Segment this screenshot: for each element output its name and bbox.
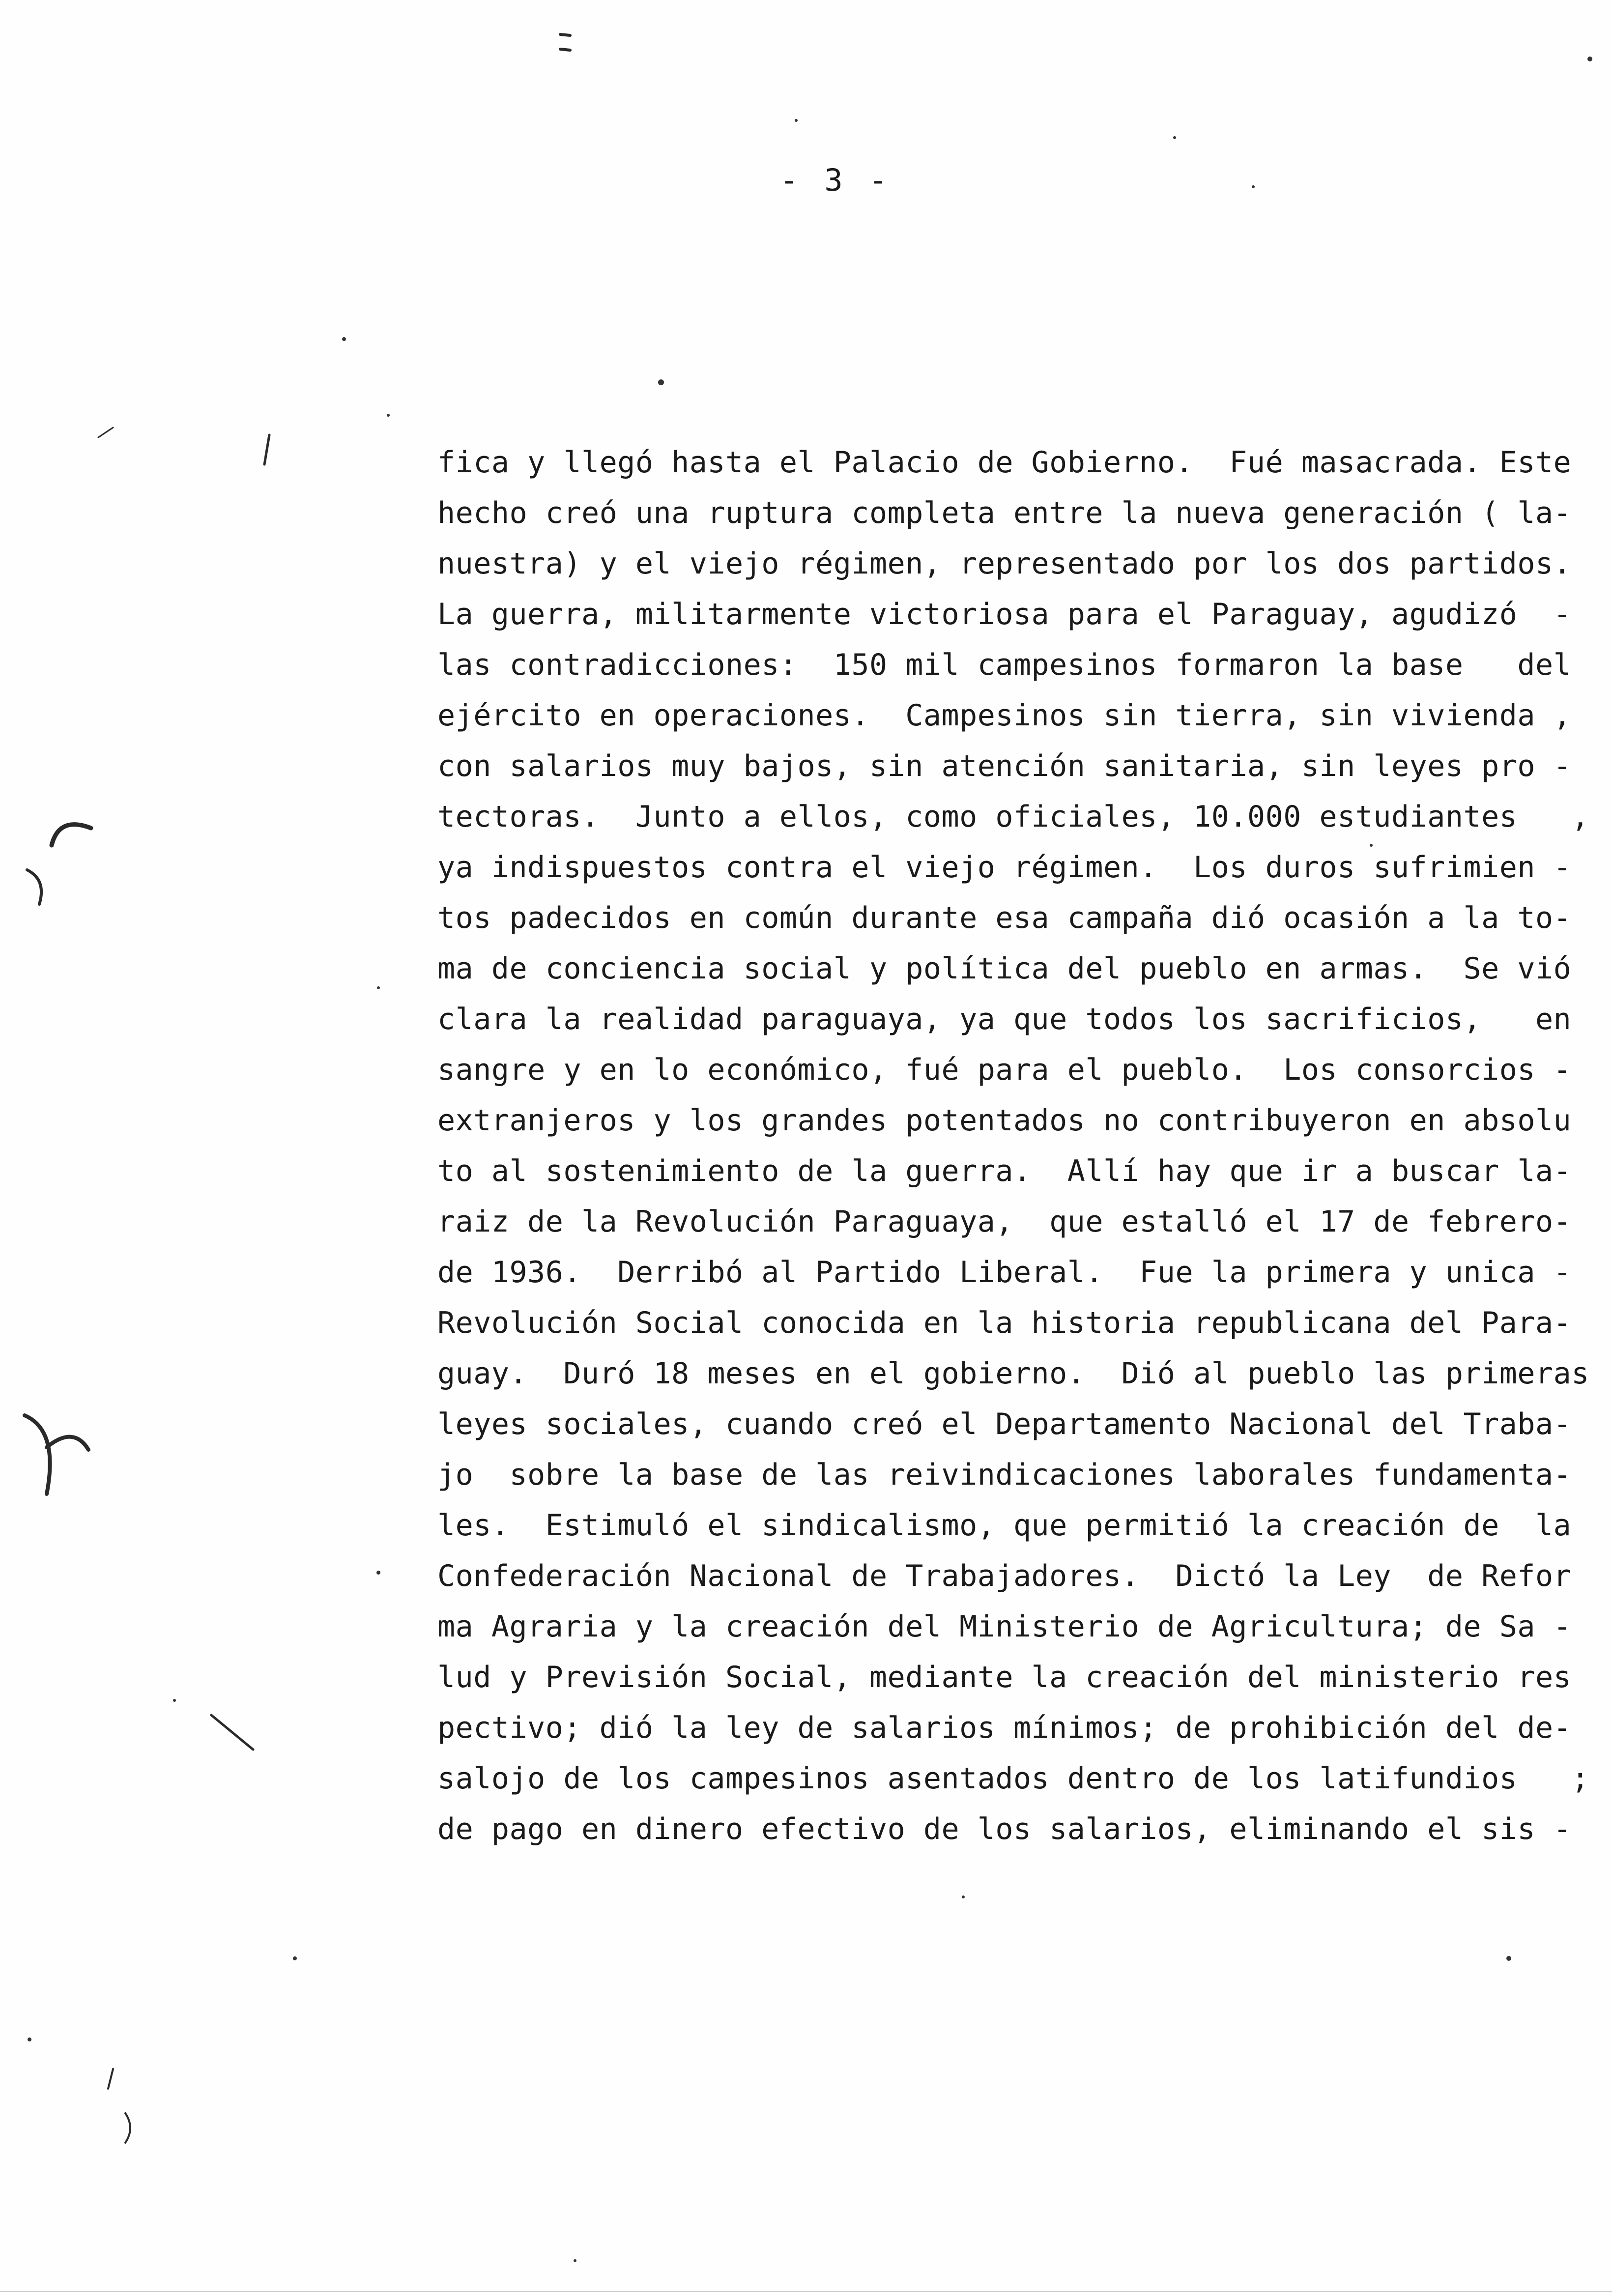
text-line: con salarios muy bajos, sin atención sanitaria, sin leyes pro -	[437, 749, 1572, 783]
page-number: - 3 -	[779, 162, 892, 198]
text-line: pectivo; dió la ley de salarios mínimos; de prohibición del de-	[437, 1711, 1572, 1745]
text-line: ya indispuestos contra el viejo régimen. Los duros sufrimien -	[437, 850, 1572, 885]
text-line: salojo de los campesinos asentados dentro de los latifundios ;	[437, 1761, 1589, 1796]
text-line: ma de conciencia social y política del pueblo en armas. Se vió	[437, 951, 1572, 986]
text-line: ma Agraria y la creación del Ministerio de Agricultura; de Sa -	[437, 1609, 1572, 1644]
text-line: Revolución Social conocida en la historia republicana del Para-	[437, 1306, 1572, 1340]
text-line: tectoras. Junto a ellos, como oficiales, 10.000 estudiantes ,	[437, 800, 1589, 834]
text-line: tos padecidos en común durante esa campaña dió ocasión a la to-	[437, 901, 1572, 935]
text-line: leyes sociales, cuando creó el Departamento Nacional del Traba-	[437, 1407, 1572, 1441]
text-line: guay. Duró 18 meses en el gobierno. Dió al pueblo las primeras	[437, 1356, 1589, 1391]
text-line: hecho creó una ruptura completa entre la nueva generación ( la-	[437, 496, 1572, 530]
text-line: fica y llegó hasta el Palacio de Gobierno. Fué masacrada. Este	[437, 445, 1572, 480]
text-line: sangre y en lo económico, fué para el pueblo. Los consorcios -	[437, 1053, 1572, 1087]
text-line: nuestra) y el viejo régimen, representado por los dos partidos.	[437, 546, 1572, 581]
text-line: las contradicciones: 150 mil campesinos formaron la base del	[437, 648, 1572, 682]
text-line: jo sobre la base de las reivindicaciones laborales fundamenta-	[437, 1458, 1572, 1492]
text-line: Confederación Nacional de Trabajadores. Dictó la Ley de Refor	[437, 1559, 1572, 1593]
text-line: to al sostenimiento de la guerra. Allí hay que ir a buscar la-	[437, 1154, 1572, 1188]
text-line: lud y Previsión Social, mediante la creación del ministerio res	[437, 1660, 1572, 1694]
text-line: les. Estimuló el sindicalismo, que permitió la creación de la	[437, 1508, 1572, 1543]
text-line: La guerra, militarmente victoriosa para el Paraguay, agudizó -	[437, 597, 1572, 631]
text-line: extranjeros y los grandes potentados no contribuyeron en absolu	[437, 1103, 1572, 1138]
text-line: ejército en operaciones. Campesinos sin tierra, sin vivienda ,	[437, 698, 1572, 733]
page-edge	[0, 2291, 1612, 2292]
text-line: de 1936. Derribó al Partido Liberal. Fue la primera y unica -	[437, 1255, 1572, 1290]
text-line: de pago en dinero efectivo de los salarios, eliminando el sis -	[437, 1812, 1572, 1846]
text-line: clara la realidad paraguaya, ya que todos los sacrificios, en	[437, 1002, 1572, 1036]
text-line: raiz de la Revolución Paraguaya, que estalló el 17 de febrero-	[437, 1205, 1572, 1239]
